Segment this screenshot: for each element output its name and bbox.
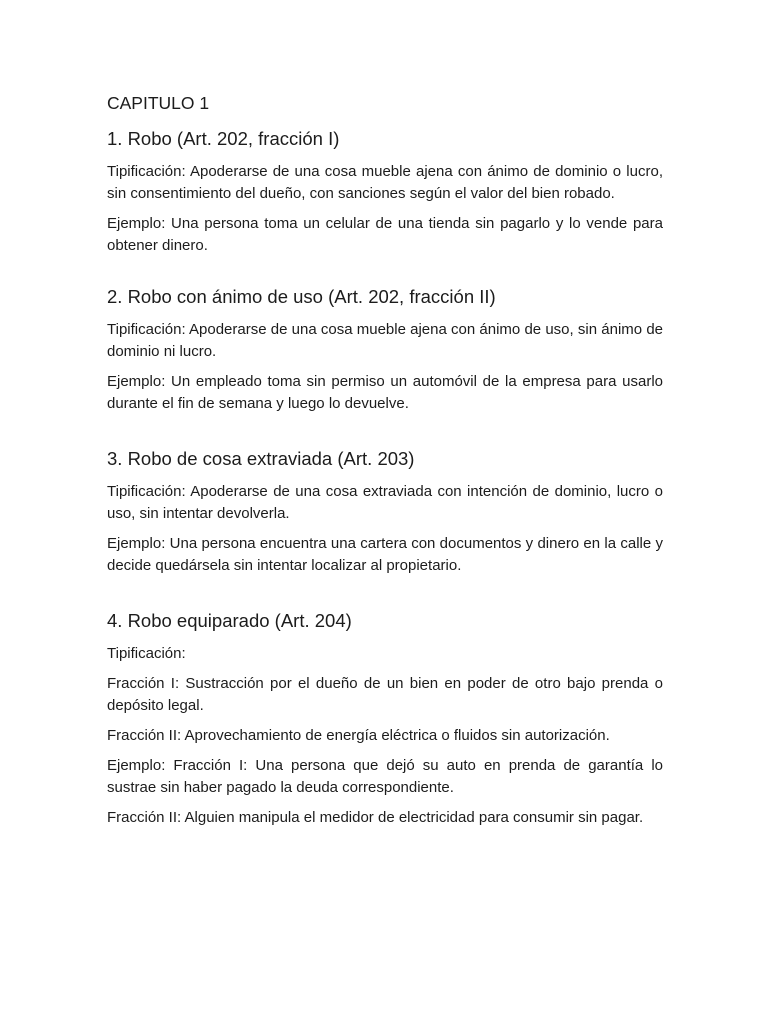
section-paragraph: Ejemplo: Una persona toma un celular de una tienda sin pagarlo y lo vende para obtener dinero. xyxy=(107,215,663,254)
section-paragraph: Ejemplo: Fracción I: Una persona que dejó su auto en prenda de garantía lo sustrae sin haber pagado la deuda correspondiente. xyxy=(107,757,663,796)
section-paragraph: Tipificación: Apoderarse de una cosa mueble ajena con ánimo de dominio o lucro, sin consentimiento del dueño, con sanciones según el valor del bien robado. xyxy=(107,163,663,202)
section-robo-uso xyxy=(107,283,663,415)
section-heading: 4. Robo equiparado (Art. 204) xyxy=(107,610,352,631)
section-paragraph: Tipificación: Apoderarse de una cosa extraviada con intención de dominio, lucro o uso, sin intentar devolverla. xyxy=(107,483,663,522)
section-paragraph: Tipificación: Apoderarse de una cosa mueble ajena con ánimo de uso, sin ánimo de dominio ni lucro. xyxy=(107,321,663,360)
section-robo xyxy=(107,125,663,257)
section-paragraph: Ejemplo: Un empleado toma sin permiso un automóvil de la empresa para usarlo durante el fin de semana y luego lo devuelve. xyxy=(107,373,663,412)
section-paragraph: Fracción II: Aprovechamiento de energía eléctrica o fluidos sin autorización. xyxy=(107,727,610,744)
section-paragraph: Ejemplo: Una persona encuentra una cartera con documentos y dinero en la calle y decide quedársela sin intentar localizar al propietario. xyxy=(107,535,663,574)
section-paragraph: Fracción II: Alguien manipula el medidor de electricidad para consumir sin pagar. xyxy=(107,809,644,826)
section-paragraph: Tipificación: xyxy=(107,645,186,662)
section-paragraph: Fracción I: Sustracción por el dueño de un bien en poder de otro bajo prenda o depósito legal. xyxy=(107,675,663,714)
section-heading: 1. Robo (Art. 202, fracción I) xyxy=(107,128,340,149)
chapter-title: CAPITULO 1 xyxy=(107,93,210,113)
section-heading: 2. Robo con ánimo de uso (Art. 202, fracción II) xyxy=(107,286,496,307)
section-robo-equiparado xyxy=(107,607,663,829)
section-robo-extraviada xyxy=(107,445,663,577)
section-heading: 3. Robo de cosa extraviada (Art. 203) xyxy=(107,448,415,469)
